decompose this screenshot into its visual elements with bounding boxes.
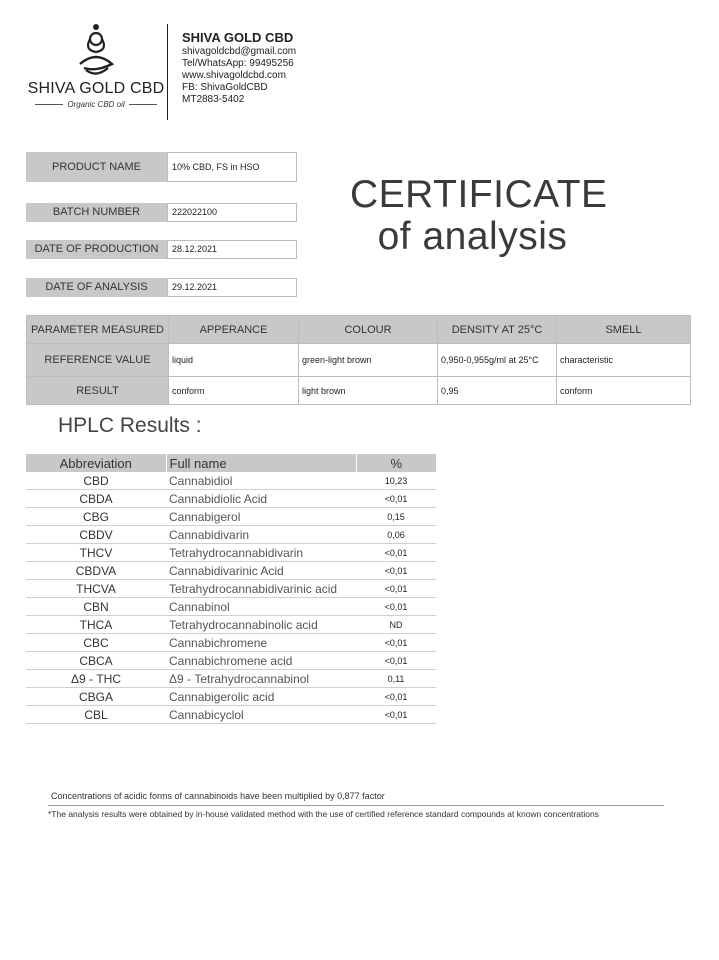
cannabinoid-abbreviation: THCVA — [26, 580, 166, 598]
reference-cell: characteristic — [557, 344, 691, 377]
cannabinoid-full-name: Cannabigerolic acid — [166, 688, 356, 706]
hplc-row — [26, 580, 436, 598]
cannabinoid-percent: <0,01 — [356, 490, 436, 508]
reference-label: REFERENCE VALUE — [27, 344, 169, 377]
cannabinoid-percent: <0,01 — [356, 634, 436, 652]
result-cell: 0,95 — [438, 377, 557, 405]
cannabinoid-full-name: Cannabigerol — [166, 508, 356, 526]
cannabinoid-abbreviation: CBGA — [26, 688, 166, 706]
cannabinoid-percent: <0,01 — [356, 580, 436, 598]
parameter-header-cell: SMELL — [557, 316, 691, 344]
hplc-row — [26, 490, 436, 508]
cannabinoid-full-name: Tetrahydrocannabinolic acid — [166, 616, 356, 634]
cannabinoid-full-name: Cannabinol — [166, 598, 356, 616]
parameter-header-cell: DENSITY AT 25°C — [438, 316, 557, 344]
product-name-label: PRODUCT NAME — [26, 152, 167, 182]
cannabinoid-full-name: Cannabicyclol — [166, 706, 356, 724]
product-name-value: 10% CBD, FS in HSO — [167, 152, 297, 182]
parameter-header-row — [27, 316, 691, 344]
cannabinoid-percent: 0,15 — [356, 508, 436, 526]
cannabinoid-full-name: Δ9 - Tetrahydrocannabinol — [166, 670, 356, 688]
company-logo — [26, 20, 166, 120]
cannabinoid-abbreviation: Δ9 - THC — [26, 670, 166, 688]
cannabinoid-percent: <0,01 — [356, 706, 436, 724]
hplc-body — [26, 472, 436, 724]
cannabinoid-abbreviation: CBDA — [26, 490, 166, 508]
cannabinoid-full-name: Cannabichromene — [166, 634, 356, 652]
method-footnote: *The analysis results were obtained by in-house validated method with the use of certified reference standard compounds at known concentrations — [48, 809, 599, 819]
hplc-header-percent: % — [356, 454, 436, 472]
certificate-title-line2: of analysis — [377, 215, 568, 258]
hplc-header-row — [26, 454, 436, 472]
hplc-table — [26, 454, 436, 724]
cannabinoid-abbreviation: THCA — [26, 616, 166, 634]
hplc-row — [26, 526, 436, 544]
hplc-header-abbreviation: Abbreviation — [26, 454, 166, 472]
cannabinoid-full-name: Tetrahydrocannabidivarin — [166, 544, 356, 562]
production-date-label: DATE OF PRODUCTION — [26, 240, 167, 259]
note-divider — [48, 805, 664, 806]
cannabinoid-percent: 0,06 — [356, 526, 436, 544]
parameter-header-cell: APPERANCE — [169, 316, 299, 344]
cannabinoid-abbreviation: THCV — [26, 544, 166, 562]
hplc-row — [26, 508, 436, 526]
reference-cell: green-light brown — [299, 344, 438, 377]
meditation-figure-icon — [74, 20, 118, 78]
result-label: RESULT — [27, 377, 169, 405]
batch-number-label: BATCH NUMBER — [26, 203, 167, 222]
cannabinoid-percent: ND — [356, 616, 436, 634]
hplc-title: HPLC Results : — [58, 414, 202, 437]
hplc-row — [26, 562, 436, 580]
cannabinoid-abbreviation: CBDV — [26, 526, 166, 544]
reference-cell: liquid — [169, 344, 299, 377]
hplc-row — [26, 472, 436, 490]
phone-text: Tel/WhatsApp: 99495256 — [182, 58, 294, 69]
logo-tagline: Organic CBD oil — [26, 100, 166, 109]
email-text: shivagoldcbd@gmail.com — [182, 46, 297, 57]
result-cell: conform — [169, 377, 299, 405]
hplc-row — [26, 634, 436, 652]
result-cell: light brown — [299, 377, 438, 405]
facebook-text: FB: ShivaGoldCBD — [182, 82, 268, 93]
batch-number-value: 222022100 — [167, 203, 297, 222]
hplc-row — [26, 688, 436, 706]
hplc-row — [26, 616, 436, 634]
production-date-value: 28.12.2021 — [167, 240, 297, 259]
hplc-row — [26, 670, 436, 688]
parameter-header-cell: PARAMETER MEASURED — [27, 316, 169, 344]
cannabinoid-percent: 10,23 — [356, 472, 436, 490]
certificate-title — [350, 173, 608, 258]
reference-row — [27, 344, 691, 377]
hplc-header-full-name: Full name — [166, 454, 356, 472]
result-cell: conform — [557, 377, 691, 405]
logo-name: SHIVA GOLD CBD — [27, 80, 165, 97]
cannabinoid-percent: <0,01 — [356, 652, 436, 670]
cannabinoid-percent: <0,01 — [356, 598, 436, 616]
brand-name: SHIVA GOLD CBD — [182, 30, 294, 45]
parameter-table — [26, 315, 691, 405]
cannabinoid-percent: <0,01 — [356, 544, 436, 562]
cannabinoid-full-name: Cannabidiol — [166, 472, 356, 490]
cannabinoid-abbreviation: CBCA — [26, 652, 166, 670]
analysis-date-label: DATE OF ANALYSIS — [26, 278, 167, 297]
cannabinoid-abbreviation: CBDVA — [26, 562, 166, 580]
parameter-header-cell: COLOUR — [299, 316, 438, 344]
cannabinoid-percent: <0,01 — [356, 688, 436, 706]
header-divider — [167, 24, 168, 120]
cannabinoid-full-name: Cannabidivarin — [166, 526, 356, 544]
cannabinoid-abbreviation: CBL — [26, 706, 166, 724]
hplc-row — [26, 652, 436, 670]
website-text: www.shivagoldcbd.com — [182, 70, 286, 81]
cannabinoid-abbreviation: CBC — [26, 634, 166, 652]
certificate-title-line1: CERTIFICATE — [350, 173, 608, 216]
cannabinoid-abbreviation: CBG — [26, 508, 166, 526]
hplc-row — [26, 706, 436, 724]
contact-block — [182, 30, 296, 106]
acid-factor-note: Concentrations of acidic forms of cannabinoids have been multiplied by 0,877 factor — [51, 791, 385, 801]
reference-cell: 0,950-0,955g/ml at 25°C — [438, 344, 557, 377]
cannabinoid-full-name: Cannabidivarinic Acid — [166, 562, 356, 580]
hplc-row — [26, 598, 436, 616]
hplc-row — [26, 544, 436, 562]
cannabinoid-full-name: Cannabichromene acid — [166, 652, 356, 670]
cannabinoid-full-name: Cannabidiolic Acid — [166, 490, 356, 508]
cannabinoid-full-name: Tetrahydrocannabidivarinic acid — [166, 580, 356, 598]
license-text: MT2883-5402 — [182, 94, 245, 105]
analysis-date-value: 29.12.2021 — [167, 278, 297, 297]
cannabinoid-percent: 0,11 — [356, 670, 436, 688]
cannabinoid-abbreviation: CBD — [26, 472, 166, 490]
cannabinoid-abbreviation: CBN — [26, 598, 166, 616]
cannabinoid-percent: <0,01 — [356, 562, 436, 580]
result-row — [27, 377, 691, 405]
